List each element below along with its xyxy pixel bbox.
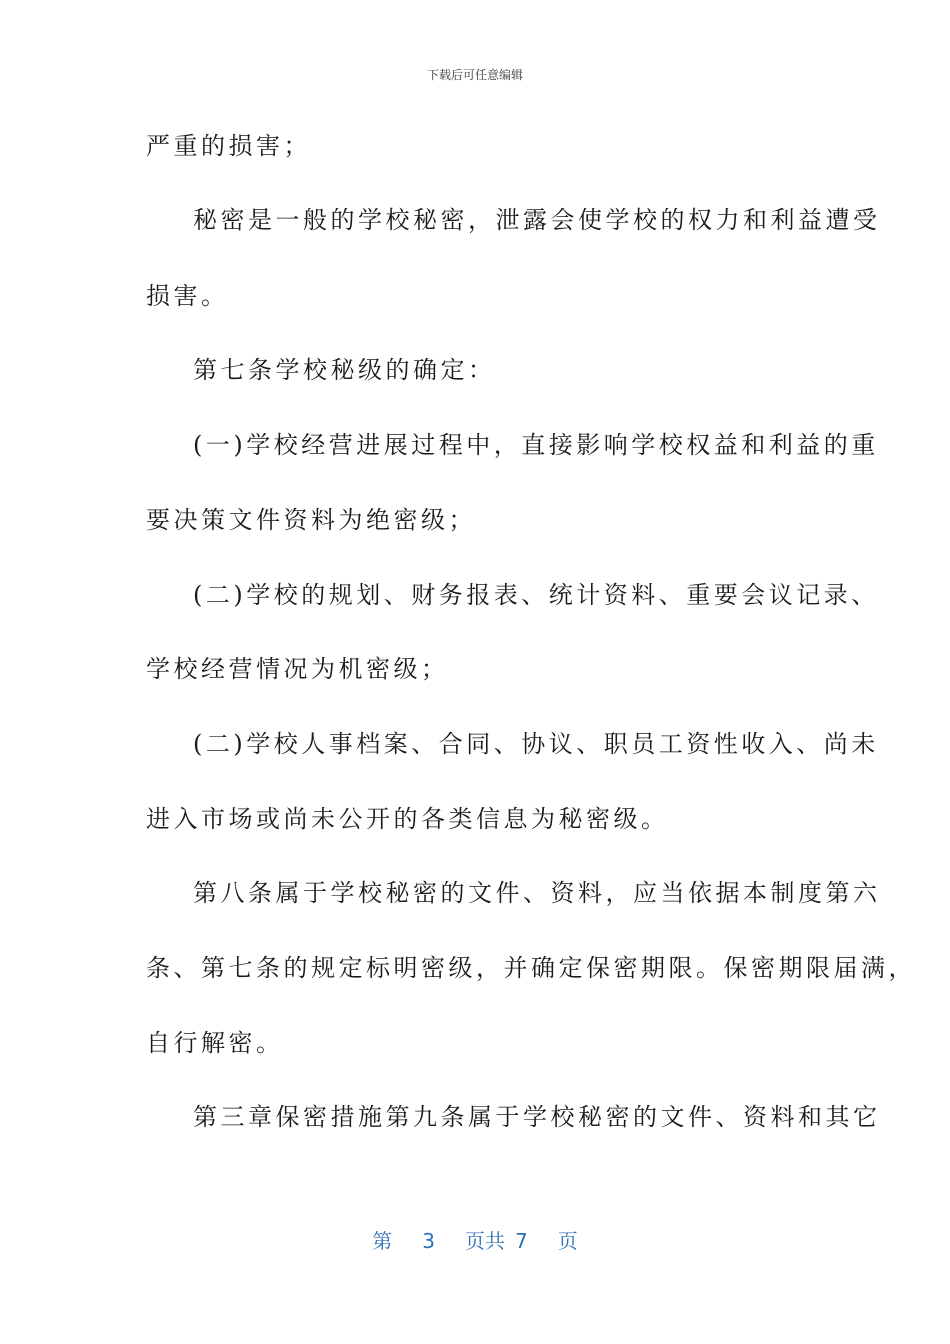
body-line: 条、第七条的规定标明密级，并确定保密期限。保密期限届满，: [146, 954, 916, 982]
page-number-footer: [0, 1225, 950, 1254]
body-line: 第八条属于学校秘密的文件、资料，应当依据本制度第六: [193, 879, 881, 907]
current-page-number: 3: [422, 1229, 435, 1253]
body-line: (二)学校的规划、财务报表、统计资料、重要会议记录、: [193, 581, 879, 609]
body-line: 损害。: [146, 282, 229, 310]
body-line: (二)学校人事档案、合同、协议、职员工资性收入、尚未: [193, 730, 879, 758]
body-line: 自行解密。: [146, 1029, 284, 1057]
body-line: 学校经营情况为机密级；: [146, 655, 449, 683]
page-prefix: 第: [372, 1229, 393, 1253]
total-pages-number: 7: [515, 1229, 528, 1253]
page-header-note: 下载后可任意编辑: [426, 68, 523, 82]
page-mid-label: 页共: [465, 1229, 505, 1253]
body-line: 第三章保密措施第九条属于学校秘密的文件、资料和其它: [193, 1103, 881, 1131]
body-line: 严重的损害；: [146, 132, 311, 160]
body-line: 要决策文件资料为绝密级；: [146, 506, 476, 534]
body-line: 秘密是一般的学校秘密，泄露会使学校的权力和利益遭受: [193, 206, 881, 234]
body-line: 进入市场或尚未公开的各类信息为秘密级。: [146, 805, 669, 833]
page-suffix: 页: [557, 1229, 578, 1253]
body-line: 第七条学校秘级的确定：: [193, 356, 496, 384]
body-line: (一)学校经营进展过程中，直接影响学校权益和利益的重: [193, 431, 879, 459]
